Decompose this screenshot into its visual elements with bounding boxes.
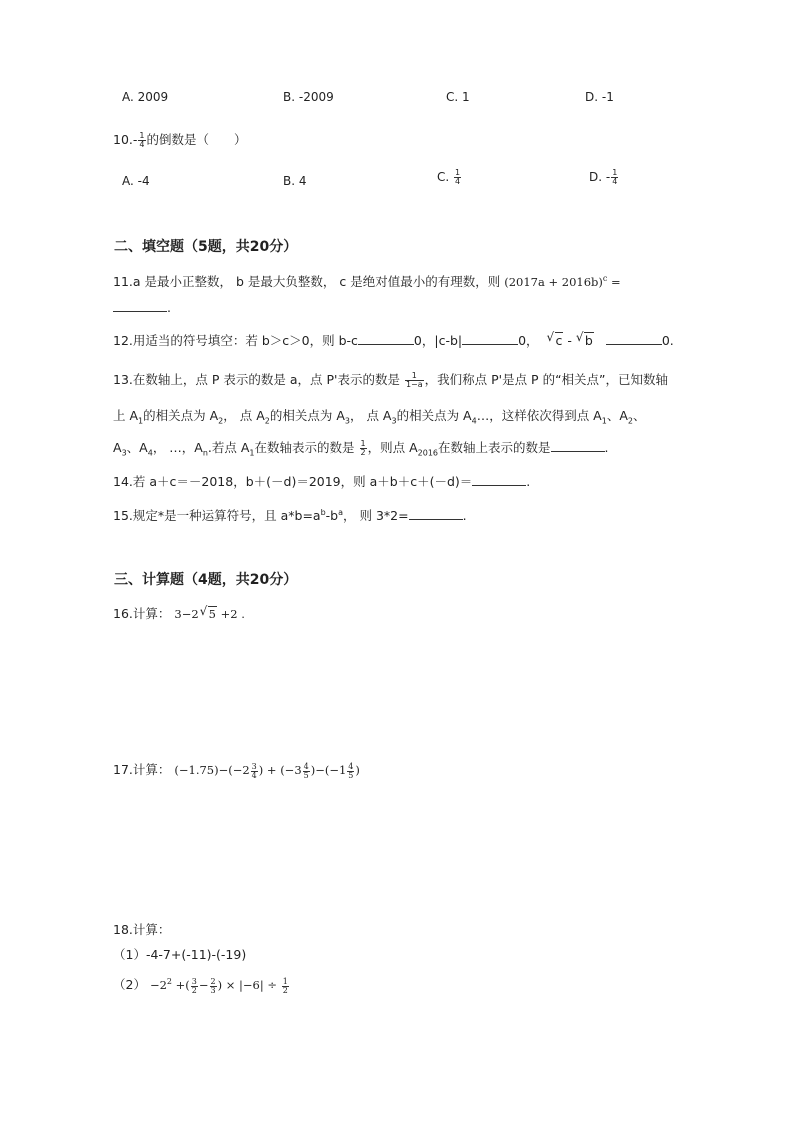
q11-expr: (2017a + 2016b)	[504, 275, 603, 289]
q18-f3n: 1	[282, 976, 288, 986]
q13-s3: 3	[344, 416, 350, 426]
q11-line1	[113, 272, 621, 290]
q13-half	[360, 440, 367, 457]
q13-s1c: 1	[249, 448, 255, 458]
q18-mid: −	[198, 978, 209, 992]
q10-option-c	[437, 169, 462, 186]
q10-fraction	[138, 132, 145, 149]
q18-frac-2	[210, 978, 217, 995]
q9-option-d: D. -1	[585, 90, 614, 104]
q13-l2e: ， 点 A	[349, 408, 392, 423]
q18-f2d: 3	[210, 985, 216, 995]
q10-option-c-fraction	[454, 169, 461, 186]
q13-l3e: 在数轴表示的数是	[254, 440, 355, 455]
q15-end: .	[462, 508, 467, 523]
q11-end: .	[167, 300, 171, 315]
q18-sub2-label: （2）	[113, 977, 146, 992]
q10-option-b: B. 4	[283, 174, 307, 188]
q10-minus: -	[132, 132, 138, 147]
q17-frac-1	[251, 763, 258, 780]
q10-option-d	[589, 169, 619, 186]
q10-number: 10.	[113, 132, 133, 147]
q10-option-d-fraction	[611, 169, 618, 186]
q11-expression	[504, 275, 620, 289]
q18-frac-1	[191, 978, 198, 995]
q9-option-a: A. 2009	[122, 90, 169, 104]
q18-f3d: 2	[282, 985, 288, 995]
q11-eq: =	[607, 275, 621, 289]
q17-frac-3	[347, 763, 354, 780]
q12-sqrt-c	[555, 332, 564, 348]
q15	[113, 506, 467, 524]
q11-text: a 是最小正整数， b 是最大负整数， c 是绝对值最小的有理数，则	[132, 274, 501, 289]
q14	[113, 472, 530, 490]
q17	[113, 760, 360, 780]
q11-line2	[113, 299, 171, 315]
q13-s4: 4	[471, 416, 477, 426]
q13-s2016: 2016	[417, 448, 438, 458]
q13-l2d: 的相关点为 A	[269, 408, 345, 423]
q13-l3b: 、A	[126, 440, 148, 455]
q12-sqrt-b	[584, 332, 594, 348]
q12-blank-1[interactable]	[358, 332, 414, 345]
q17-expression	[174, 761, 360, 780]
q10-option-d-label: D. -	[589, 170, 611, 184]
q13-line2	[113, 406, 645, 426]
q13-fraction	[405, 372, 424, 389]
q18-sub2	[113, 975, 290, 995]
q13-s2c: 2	[627, 416, 633, 426]
q9-option-c: C. 1	[446, 90, 470, 104]
q13-sn: n	[202, 448, 208, 458]
q18-sup: 2	[166, 977, 172, 987]
q16-rad: 5	[208, 607, 216, 621]
q10-frac-num: 1	[139, 131, 145, 140]
q13-l3g: 在数轴上表示的数是	[438, 440, 551, 455]
q12-part4: 0.	[661, 333, 674, 348]
q17-f2n: 4	[303, 761, 309, 771]
q13-answer-blank[interactable]	[551, 439, 605, 452]
q17-f2d: 5	[303, 770, 309, 780]
q12-c: c	[555, 333, 563, 348]
q13-l1a: 13.在数轴上，点 P 表示的数是 a，点 P'表示的数是	[113, 372, 400, 387]
q10-frac-den: 4	[139, 140, 145, 149]
q18-f1d: 2	[191, 985, 197, 995]
q13-half-den: 2	[360, 448, 366, 457]
q12-blank-2[interactable]	[462, 332, 518, 345]
q17-p2: ) + (−3	[258, 763, 302, 777]
q13-s3c: 3	[121, 448, 127, 458]
q13-s4b: 4	[147, 448, 153, 458]
q13-line1	[113, 370, 668, 389]
q17-p1: (−1.75)−(−2	[174, 763, 250, 777]
q16-label: 16.计算：	[113, 606, 171, 621]
q13-l2h: 、A	[606, 408, 628, 423]
q18-frac-3	[282, 978, 289, 995]
q11-answer-blank[interactable]	[113, 299, 167, 312]
q16-a: 3−2	[174, 607, 199, 621]
q13-s2b: 2	[264, 416, 270, 426]
q13-l2i: 、	[632, 408, 646, 423]
q16-expression	[174, 607, 245, 621]
q18-rest: ) × |−6| ÷	[217, 978, 278, 992]
q17-label: 17.计算：	[113, 762, 171, 777]
q18-sub2-expression	[149, 976, 290, 995]
q15-sup2: a	[338, 507, 344, 517]
q16-sqrt	[208, 606, 217, 621]
q15-text-b: -b	[325, 508, 339, 523]
q13-half-num: 1	[360, 439, 366, 448]
q13-l3c: ， …，A	[152, 440, 203, 455]
q15-sup1: b	[320, 507, 326, 517]
q12-minus: -	[563, 333, 576, 348]
q10-d-num: 1	[612, 168, 618, 177]
q10-stem	[113, 130, 247, 149]
q12-b: b	[584, 333, 593, 348]
q18-label: 18.计算：	[113, 922, 171, 937]
q13-s2: 2	[218, 416, 224, 426]
q18-neg2: −2	[149, 978, 167, 992]
q10-c-den: 4	[455, 177, 461, 186]
q12-text: 12.用适当的符号填空：若 b＞c＞0，则 b-c	[113, 333, 358, 348]
q15-text-c: ， 则 3*2=	[343, 508, 409, 523]
q13-l1b: ，我们称点 P'是点 P 的“相关点”，已知数轴	[424, 372, 669, 387]
q16	[113, 604, 245, 622]
q13-s1: 1	[138, 416, 144, 426]
q17-p4: )	[355, 763, 360, 777]
q13-end: .	[604, 440, 609, 455]
q11-exp: c	[602, 274, 608, 284]
q17-f1n: 3	[251, 761, 257, 771]
q13-l2g: …，这样依次得到点 A	[476, 408, 602, 423]
q16-b: +2 .	[216, 607, 245, 621]
q17-f1d: 4	[251, 770, 257, 780]
q17-frac-2	[303, 763, 310, 780]
q13-s3b: 3	[391, 416, 397, 426]
q15-answer-blank[interactable]	[409, 507, 463, 520]
q18-f1n: 3	[191, 976, 197, 986]
q10-d-den: 4	[612, 177, 618, 186]
q18-sub1: （1）-4-7+(-11)-(-19)	[113, 947, 247, 962]
q14-text: 14.若 a＋c＝－2018，b＋(－d)＝2019，则 a＋b＋c＋(－d)＝	[113, 474, 473, 489]
section-3-heading: 三、计算题（4题，共20分）	[114, 572, 298, 588]
q13-s1b: 1	[601, 416, 607, 426]
section-2-heading: 二、填空题（5题，共20分）	[114, 239, 298, 255]
q9-option-b: B. -2009	[283, 90, 334, 104]
q10-c-num: 1	[455, 168, 461, 177]
q13-frac-num: 1	[405, 372, 424, 381]
q13-l3a: A	[113, 440, 122, 455]
q15-text-a: 15.规定*是一种运算符号，且 a*b=a	[113, 508, 321, 523]
q10-option-c-label: C.	[437, 170, 454, 184]
q13-frac-den: 1−a	[405, 380, 423, 389]
q13-line3	[113, 438, 609, 458]
q11-number: 11.	[113, 274, 133, 289]
q10-option-a: A. -4	[122, 174, 150, 188]
q17-p3: )−(−1	[310, 763, 347, 777]
q13-l2b: 的相关点为 A	[143, 408, 219, 423]
q13-l3d: .若点 A	[207, 440, 250, 455]
q17-f3d: 5	[348, 770, 354, 780]
q13-l2: 上 A	[113, 408, 139, 423]
q12-part2: 0，|c-b|	[413, 333, 463, 348]
q17-f3n: 4	[348, 761, 354, 771]
q12	[113, 331, 674, 349]
q14-answer-blank[interactable]	[472, 473, 526, 486]
q12-blank-3[interactable]	[606, 332, 662, 345]
q13-l2c: ， 点 A	[223, 408, 265, 423]
q18-open: +(	[171, 978, 190, 992]
q18-f2n: 2	[210, 976, 216, 986]
q13-l2f: 的相关点为 A	[396, 408, 472, 423]
q10-rest: 的倒数是（ ）	[146, 132, 247, 147]
q13-l3f: ，则点 A	[367, 440, 418, 455]
q12-part3: 0，	[518, 333, 539, 348]
q14-end: .	[526, 474, 531, 489]
